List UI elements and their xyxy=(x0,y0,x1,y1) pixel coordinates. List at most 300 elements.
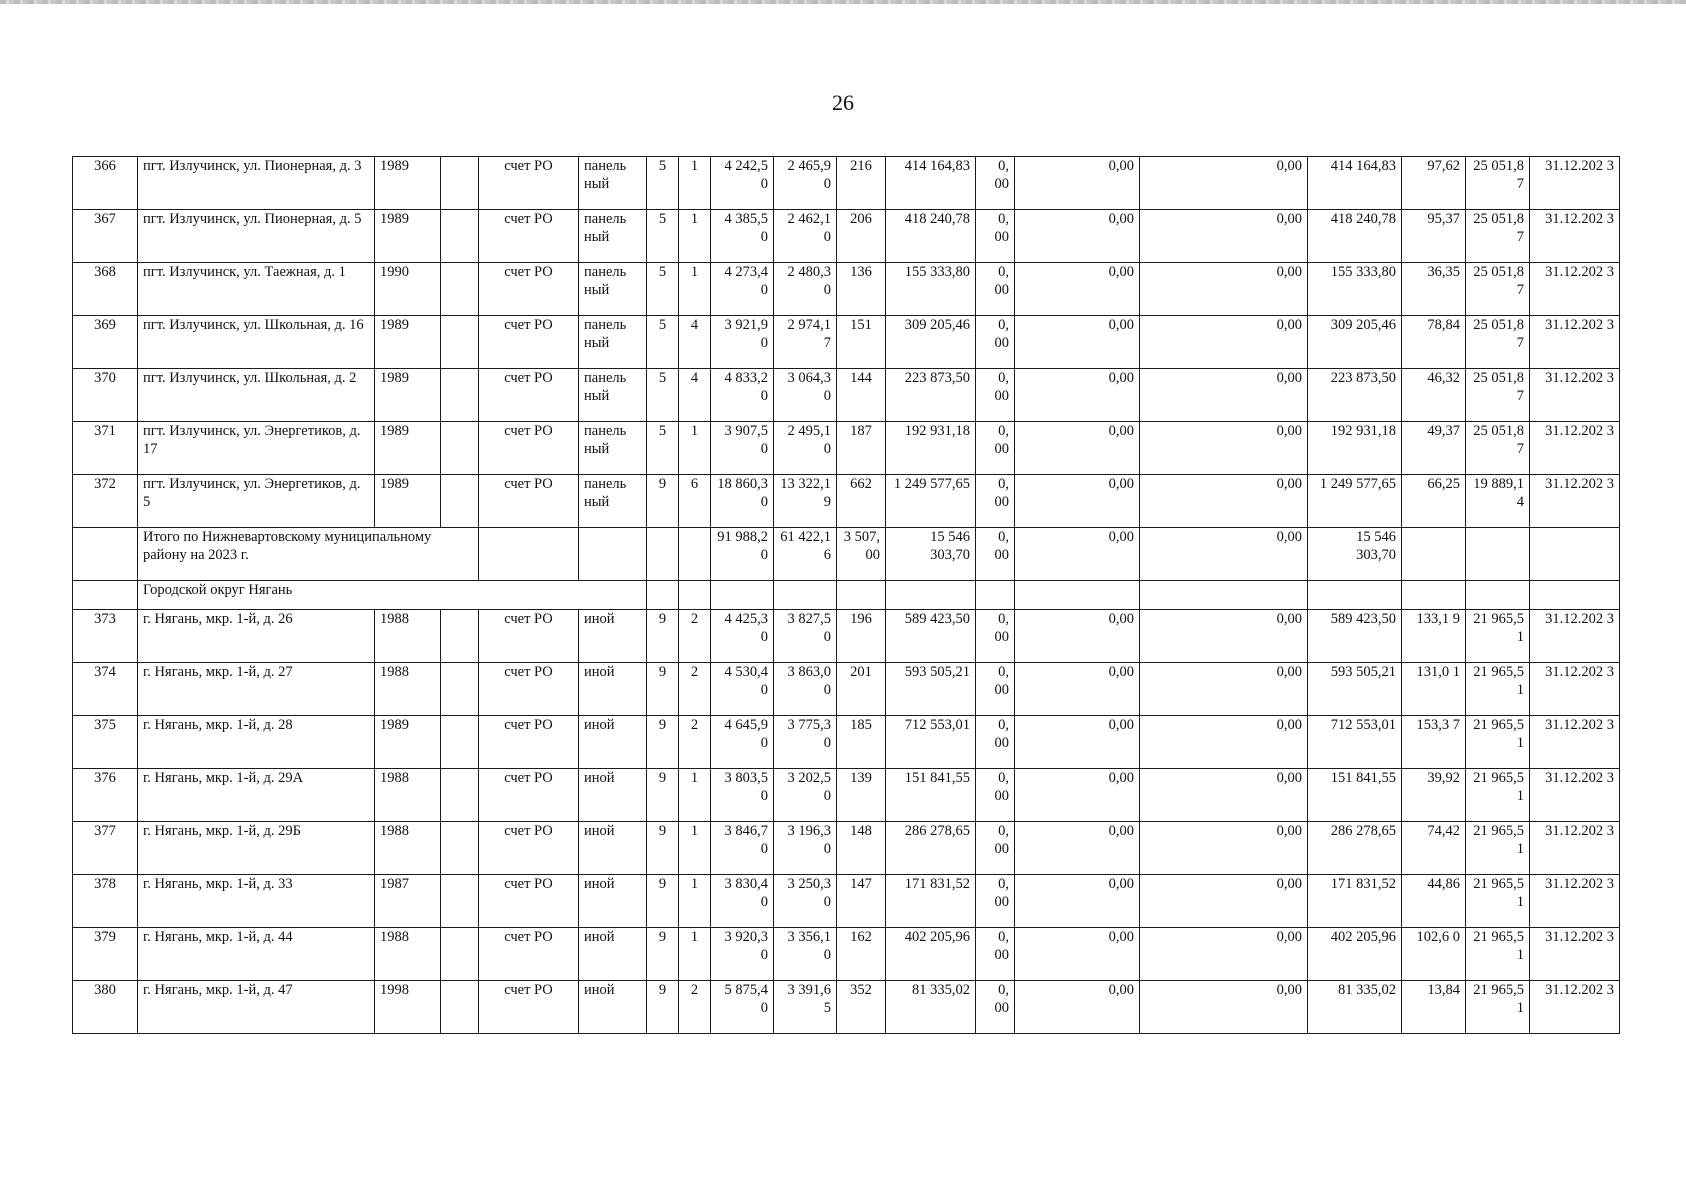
residents-cell: 148 xyxy=(837,822,886,875)
total-residents: 3 507, 00 xyxy=(837,528,886,581)
cost-total-cell: 309 205,46 xyxy=(886,316,976,369)
row-number-cell: 375 xyxy=(73,716,138,769)
empty-cell xyxy=(837,581,886,610)
cost-limit-cell: 21 965,5 1 xyxy=(1466,875,1530,928)
area-total-cell: 5 875,4 0 xyxy=(711,981,774,1034)
cost-total-cell: 171 831,52 xyxy=(886,875,976,928)
row-number-cell: 376 xyxy=(73,769,138,822)
funds-federal-cell: 0, 00 xyxy=(976,928,1015,981)
fund-type-cell: счет РО xyxy=(479,610,579,663)
funds-regional-cell: 0,00 xyxy=(1015,928,1140,981)
area-total-cell: 3 920,3 0 xyxy=(711,928,774,981)
total-label: Итого по Нижневартовскому муниципальному району на 2023 г. xyxy=(138,528,479,581)
page-number: 26 xyxy=(832,90,854,115)
year-cell: 1989 xyxy=(375,422,441,475)
cost-limit-cell: 25 051,8 7 xyxy=(1466,422,1530,475)
empty-cell xyxy=(1530,581,1620,610)
empty-cell xyxy=(647,581,679,610)
area-residential-cell: 2 974,1 7 xyxy=(774,316,837,369)
specific-cost-cell: 97,62 xyxy=(1402,157,1466,210)
table-row xyxy=(73,875,1620,928)
cost-limit-cell: 25 051,8 7 xyxy=(1466,263,1530,316)
fund-type-cell: счет РО xyxy=(479,716,579,769)
cost-total-cell: 192 931,18 xyxy=(886,422,976,475)
cost-limit-cell: 21 965,5 1 xyxy=(1466,928,1530,981)
funds-owners-cell: 223 873,50 xyxy=(1308,369,1402,422)
funds-owners-cell: 155 333,80 xyxy=(1308,263,1402,316)
empty-cell-cell xyxy=(441,769,479,822)
entrances-cell: 1 xyxy=(679,875,711,928)
cost-limit-cell: 21 965,5 1 xyxy=(1466,716,1530,769)
completion-date-cell: 31.12.202 3 xyxy=(1530,475,1620,528)
year-cell: 1989 xyxy=(375,475,441,528)
empty-cell-cell xyxy=(441,928,479,981)
empty-cell xyxy=(774,581,837,610)
fund-type-cell: счет РО xyxy=(479,981,579,1034)
address-cell: г. Нягань, мкр. 1-й, д. 28 xyxy=(138,716,375,769)
wall-material-cell: панель ный xyxy=(579,263,647,316)
residents-cell: 662 xyxy=(837,475,886,528)
cost-limit-cell: 21 965,5 1 xyxy=(1466,822,1530,875)
address-cell: пгт. Излучинск, ул. Пионерная, д. 3 xyxy=(138,157,375,210)
specific-cost-cell: 102,6 0 xyxy=(1402,928,1466,981)
row-number-cell: 368 xyxy=(73,263,138,316)
empty-cell-cell xyxy=(441,316,479,369)
entrances-cell: 2 xyxy=(679,981,711,1034)
completion-date-cell: 31.12.202 3 xyxy=(1530,928,1620,981)
scan-edge xyxy=(0,0,1686,4)
empty-cell xyxy=(886,581,976,610)
area-total-cell: 4 242,5 0 xyxy=(711,157,774,210)
funds-regional-cell: 0,00 xyxy=(1015,210,1140,263)
floors-cell: 5 xyxy=(647,369,679,422)
floors-cell: 9 xyxy=(647,981,679,1034)
entrances-cell: 1 xyxy=(679,928,711,981)
address-cell: г. Нягань, мкр. 1-й, д. 44 xyxy=(138,928,375,981)
entrances-cell: 4 xyxy=(679,369,711,422)
area-residential-cell: 3 775,3 0 xyxy=(774,716,837,769)
residents-cell: 139 xyxy=(837,769,886,822)
empty-cell xyxy=(1308,581,1402,610)
funds-local-cell: 0,00 xyxy=(1140,822,1308,875)
year-cell: 1988 xyxy=(375,928,441,981)
residents-cell: 201 xyxy=(837,663,886,716)
address-cell: пгт. Излучинск, ул. Пионерная, д. 5 xyxy=(138,210,375,263)
registry-table xyxy=(72,156,1620,1034)
area-residential-cell: 3 863,0 0 xyxy=(774,663,837,716)
floors-cell: 5 xyxy=(647,422,679,475)
year-cell: 1998 xyxy=(375,981,441,1034)
cost-total-cell: 589 423,50 xyxy=(886,610,976,663)
row-number-cell: 372 xyxy=(73,475,138,528)
cost-limit-cell: 25 051,8 7 xyxy=(1466,369,1530,422)
entrances-cell: 4 xyxy=(679,316,711,369)
wall-material-cell: панель ный xyxy=(579,422,647,475)
fund-type-cell: счет РО xyxy=(479,663,579,716)
address-cell: г. Нягань, мкр. 1-й, д. 29А xyxy=(138,769,375,822)
year-cell: 1989 xyxy=(375,316,441,369)
empty-cell-cell xyxy=(441,981,479,1034)
total-funds-federal: 0, 00 xyxy=(976,528,1015,581)
completion-date-cell: 31.12.202 3 xyxy=(1530,875,1620,928)
table-row xyxy=(73,316,1620,369)
fund-type-cell: счет РО xyxy=(479,769,579,822)
empty-cell xyxy=(579,528,647,581)
empty-cell xyxy=(1530,528,1620,581)
funds-regional-cell: 0,00 xyxy=(1015,769,1140,822)
funds-federal-cell: 0, 00 xyxy=(976,716,1015,769)
cost-total-cell: 151 841,55 xyxy=(886,769,976,822)
address-cell: пгт. Излучинск, ул. Таежная, д. 1 xyxy=(138,263,375,316)
funds-federal-cell: 0, 00 xyxy=(976,875,1015,928)
table-row xyxy=(73,210,1620,263)
address-cell: пгт. Излучинск, ул. Энергетиков, д. 5 xyxy=(138,475,375,528)
registry-body xyxy=(73,157,1620,1034)
funds-owners-cell: 593 505,21 xyxy=(1308,663,1402,716)
specific-cost-cell: 36,35 xyxy=(1402,263,1466,316)
wall-material-cell: иной xyxy=(579,663,647,716)
area-total-cell: 4 273,4 0 xyxy=(711,263,774,316)
completion-date-cell: 31.12.202 3 xyxy=(1530,263,1620,316)
completion-date-cell: 31.12.202 3 xyxy=(1530,981,1620,1034)
row-number-cell: 369 xyxy=(73,316,138,369)
funds-owners-cell: 286 278,65 xyxy=(1308,822,1402,875)
funds-local-cell: 0,00 xyxy=(1140,210,1308,263)
funds-federal-cell: 0, 00 xyxy=(976,316,1015,369)
wall-material-cell: иной xyxy=(579,875,647,928)
empty-cell xyxy=(1466,528,1530,581)
residents-cell: 206 xyxy=(837,210,886,263)
funds-local-cell: 0,00 xyxy=(1140,157,1308,210)
cost-total-cell: 712 553,01 xyxy=(886,716,976,769)
table-row xyxy=(73,263,1620,316)
area-total-cell: 3 921,9 0 xyxy=(711,316,774,369)
residents-cell: 151 xyxy=(837,316,886,369)
completion-date-cell: 31.12.202 3 xyxy=(1530,610,1620,663)
empty-cell-cell xyxy=(441,822,479,875)
year-cell: 1988 xyxy=(375,663,441,716)
wall-material-cell: иной xyxy=(579,769,647,822)
specific-cost-cell: 153,3 7 xyxy=(1402,716,1466,769)
address-cell: пгт. Излучинск, ул. Школьная, д. 16 xyxy=(138,316,375,369)
area-total-cell: 3 803,5 0 xyxy=(711,769,774,822)
area-total-cell: 4 385,5 0 xyxy=(711,210,774,263)
area-total-cell: 4 645,9 0 xyxy=(711,716,774,769)
funds-federal-cell: 0, 00 xyxy=(976,369,1015,422)
specific-cost-cell: 74,42 xyxy=(1402,822,1466,875)
funds-local-cell: 0,00 xyxy=(1140,981,1308,1034)
entrances-cell: 6 xyxy=(679,475,711,528)
entrances-cell: 1 xyxy=(679,157,711,210)
area-total-cell: 18 860,3 0 xyxy=(711,475,774,528)
funds-regional-cell: 0,00 xyxy=(1015,316,1140,369)
funds-owners-cell: 1 249 577,65 xyxy=(1308,475,1402,528)
address-cell: пгт. Излучинск, ул. Школьная, д. 2 xyxy=(138,369,375,422)
specific-cost-cell: 44,86 xyxy=(1402,875,1466,928)
fund-type-cell: счет РО xyxy=(479,475,579,528)
address-cell: г. Нягань, мкр. 1-й, д. 27 xyxy=(138,663,375,716)
address-cell: пгт. Излучинск, ул. Энергетиков, д. 17 xyxy=(138,422,375,475)
area-residential-cell: 2 465,9 0 xyxy=(774,157,837,210)
floors-cell: 5 xyxy=(647,316,679,369)
fund-type-cell: счет РО xyxy=(479,928,579,981)
area-total-cell: 3 830,4 0 xyxy=(711,875,774,928)
funds-owners-cell: 414 164,83 xyxy=(1308,157,1402,210)
funds-local-cell: 0,00 xyxy=(1140,716,1308,769)
empty-cell xyxy=(1466,581,1530,610)
area-residential-cell: 3 356,1 0 xyxy=(774,928,837,981)
cost-total-cell: 414 164,83 xyxy=(886,157,976,210)
row-number-cell: 367 xyxy=(73,210,138,263)
area-residential-cell: 3 391,6 5 xyxy=(774,981,837,1034)
entrances-cell: 2 xyxy=(679,716,711,769)
area-residential-cell: 2 480,3 0 xyxy=(774,263,837,316)
total-funds-regional: 0,00 xyxy=(1015,528,1140,581)
year-cell: 1987 xyxy=(375,875,441,928)
area-residential-cell: 3 196,3 0 xyxy=(774,822,837,875)
area-residential-cell: 13 322,1 9 xyxy=(774,475,837,528)
funds-federal-cell: 0, 00 xyxy=(976,610,1015,663)
floors-cell: 9 xyxy=(647,716,679,769)
specific-cost-cell: 131,0 1 xyxy=(1402,663,1466,716)
cost-limit-cell: 21 965,5 1 xyxy=(1466,610,1530,663)
address-cell: г. Нягань, мкр. 1-й, д. 29Б xyxy=(138,822,375,875)
funds-local-cell: 0,00 xyxy=(1140,663,1308,716)
entrances-cell: 1 xyxy=(679,210,711,263)
funds-owners-cell: 171 831,52 xyxy=(1308,875,1402,928)
address-cell: г. Нягань, мкр. 1-й, д. 33 xyxy=(138,875,375,928)
year-cell: 1989 xyxy=(375,716,441,769)
empty-cell-cell xyxy=(441,422,479,475)
row-number-cell: 378 xyxy=(73,875,138,928)
funds-owners-cell: 402 205,96 xyxy=(1308,928,1402,981)
table-row xyxy=(73,769,1620,822)
residents-cell: 196 xyxy=(837,610,886,663)
cost-limit-cell: 19 889,1 4 xyxy=(1466,475,1530,528)
table-row xyxy=(73,422,1620,475)
funds-local-cell: 0,00 xyxy=(1140,316,1308,369)
year-cell: 1989 xyxy=(375,210,441,263)
table-row xyxy=(73,157,1620,210)
entrances-cell: 2 xyxy=(679,663,711,716)
area-total-cell: 3 846,7 0 xyxy=(711,822,774,875)
funds-local-cell: 0,00 xyxy=(1140,263,1308,316)
empty-cell-cell xyxy=(441,875,479,928)
funds-owners-cell: 192 931,18 xyxy=(1308,422,1402,475)
fund-type-cell: счет РО xyxy=(479,316,579,369)
total-funds-owners: 15 546 303,70 xyxy=(1308,528,1402,581)
total-area-residential: 61 422,1 6 xyxy=(774,528,837,581)
empty-cell xyxy=(1402,581,1466,610)
row-number-cell: 373 xyxy=(73,610,138,663)
funds-local-cell: 0,00 xyxy=(1140,369,1308,422)
empty-cell xyxy=(1015,581,1140,610)
entrances-cell: 1 xyxy=(679,422,711,475)
funds-local-cell: 0,00 xyxy=(1140,422,1308,475)
cost-limit-cell: 25 051,8 7 xyxy=(1466,210,1530,263)
entrances-cell: 1 xyxy=(679,263,711,316)
wall-material-cell: иной xyxy=(579,981,647,1034)
cost-total-cell: 81 335,02 xyxy=(886,981,976,1034)
specific-cost-cell: 13,84 xyxy=(1402,981,1466,1034)
fund-type-cell: счет РО xyxy=(479,822,579,875)
empty-cell xyxy=(1402,528,1466,581)
completion-date-cell: 31.12.202 3 xyxy=(1530,210,1620,263)
table-row xyxy=(73,475,1620,528)
cost-limit-cell: 21 965,5 1 xyxy=(1466,769,1530,822)
empty-cell xyxy=(976,581,1015,610)
floors-cell: 9 xyxy=(647,769,679,822)
area-residential-cell: 3 827,5 0 xyxy=(774,610,837,663)
fund-type-cell: счет РО xyxy=(479,875,579,928)
year-cell: 1990 xyxy=(375,263,441,316)
funds-regional-cell: 0,00 xyxy=(1015,822,1140,875)
residents-cell: 352 xyxy=(837,981,886,1034)
empty-cell-cell xyxy=(441,716,479,769)
funds-local-cell: 0,00 xyxy=(1140,769,1308,822)
specific-cost-cell: 49,37 xyxy=(1402,422,1466,475)
area-residential-cell: 3 064,3 0 xyxy=(774,369,837,422)
cost-total-cell: 223 873,50 xyxy=(886,369,976,422)
section-header-row xyxy=(73,581,1620,610)
residents-cell: 136 xyxy=(837,263,886,316)
year-cell: 1988 xyxy=(375,610,441,663)
section-title: Городской округ Нягань xyxy=(138,581,647,610)
floors-cell: 9 xyxy=(647,610,679,663)
empty-cell xyxy=(647,528,679,581)
entrances-cell: 2 xyxy=(679,610,711,663)
completion-date-cell: 31.12.202 3 xyxy=(1530,157,1620,210)
empty-cell xyxy=(73,528,138,581)
table-row xyxy=(73,716,1620,769)
floors-cell: 9 xyxy=(647,663,679,716)
residents-cell: 147 xyxy=(837,875,886,928)
address-cell: г. Нягань, мкр. 1-й, д. 47 xyxy=(138,981,375,1034)
table-row xyxy=(73,369,1620,422)
area-total-cell: 4 425,3 0 xyxy=(711,610,774,663)
wall-material-cell: панель ный xyxy=(579,316,647,369)
table-row xyxy=(73,822,1620,875)
residents-cell: 144 xyxy=(837,369,886,422)
address-cell: г. Нягань, мкр. 1-й, д. 26 xyxy=(138,610,375,663)
funds-regional-cell: 0,00 xyxy=(1015,422,1140,475)
area-total-cell: 4 833,2 0 xyxy=(711,369,774,422)
year-cell: 1989 xyxy=(375,369,441,422)
empty-cell xyxy=(1140,581,1308,610)
completion-date-cell: 31.12.202 3 xyxy=(1530,422,1620,475)
funds-owners-cell: 418 240,78 xyxy=(1308,210,1402,263)
specific-cost-cell: 78,84 xyxy=(1402,316,1466,369)
table-row xyxy=(73,928,1620,981)
funds-owners-cell: 151 841,55 xyxy=(1308,769,1402,822)
area-residential-cell: 3 202,5 0 xyxy=(774,769,837,822)
specific-cost-cell: 95,37 xyxy=(1402,210,1466,263)
wall-material-cell: панель ный xyxy=(579,210,647,263)
table-row xyxy=(73,610,1620,663)
residents-cell: 216 xyxy=(837,157,886,210)
fund-type-cell: счет РО xyxy=(479,210,579,263)
empty-cell-cell xyxy=(441,157,479,210)
total-row xyxy=(73,528,1620,581)
completion-date-cell: 31.12.202 3 xyxy=(1530,769,1620,822)
funds-local-cell: 0,00 xyxy=(1140,928,1308,981)
funds-federal-cell: 0, 00 xyxy=(976,475,1015,528)
residents-cell: 187 xyxy=(837,422,886,475)
residents-cell: 185 xyxy=(837,716,886,769)
specific-cost-cell: 66,25 xyxy=(1402,475,1466,528)
fund-type-cell: счет РО xyxy=(479,263,579,316)
area-residential-cell: 2 495,1 0 xyxy=(774,422,837,475)
completion-date-cell: 31.12.202 3 xyxy=(1530,822,1620,875)
cost-limit-cell: 21 965,5 1 xyxy=(1466,663,1530,716)
area-residential-cell: 3 250,3 0 xyxy=(774,875,837,928)
empty-cell xyxy=(679,528,711,581)
wall-material-cell: панель ный xyxy=(579,369,647,422)
floors-cell: 9 xyxy=(647,822,679,875)
entrances-cell: 1 xyxy=(679,769,711,822)
empty-cell xyxy=(73,581,138,610)
cost-total-cell: 1 249 577,65 xyxy=(886,475,976,528)
funds-federal-cell: 0, 00 xyxy=(976,663,1015,716)
total-cost: 15 546 303,70 xyxy=(886,528,976,581)
year-cell: 1988 xyxy=(375,769,441,822)
total-funds-local: 0,00 xyxy=(1140,528,1308,581)
empty-cell-cell xyxy=(441,210,479,263)
empty-cell xyxy=(679,581,711,610)
floors-cell: 9 xyxy=(647,475,679,528)
funds-regional-cell: 0,00 xyxy=(1015,157,1140,210)
entrances-cell: 1 xyxy=(679,822,711,875)
year-cell: 1988 xyxy=(375,822,441,875)
funds-owners-cell: 712 553,01 xyxy=(1308,716,1402,769)
funds-regional-cell: 0,00 xyxy=(1015,369,1140,422)
row-number-cell: 371 xyxy=(73,422,138,475)
floors-cell: 9 xyxy=(647,875,679,928)
funds-regional-cell: 0,00 xyxy=(1015,663,1140,716)
wall-material-cell: панель ный xyxy=(579,157,647,210)
cost-total-cell: 286 278,65 xyxy=(886,822,976,875)
funds-federal-cell: 0, 00 xyxy=(976,822,1015,875)
funds-owners-cell: 309 205,46 xyxy=(1308,316,1402,369)
funds-regional-cell: 0,00 xyxy=(1015,981,1140,1034)
specific-cost-cell: 39,92 xyxy=(1402,769,1466,822)
table-row xyxy=(73,981,1620,1034)
empty-cell-cell xyxy=(441,663,479,716)
funds-regional-cell: 0,00 xyxy=(1015,875,1140,928)
area-total-cell: 4 530,4 0 xyxy=(711,663,774,716)
total-area-total: 91 988,2 0 xyxy=(711,528,774,581)
funds-local-cell: 0,00 xyxy=(1140,610,1308,663)
funds-local-cell: 0,00 xyxy=(1140,475,1308,528)
row-number-cell: 379 xyxy=(73,928,138,981)
funds-federal-cell: 0, 00 xyxy=(976,422,1015,475)
specific-cost-cell: 46,32 xyxy=(1402,369,1466,422)
area-total-cell: 3 907,5 0 xyxy=(711,422,774,475)
year-cell: 1989 xyxy=(375,157,441,210)
cost-total-cell: 402 205,96 xyxy=(886,928,976,981)
wall-material-cell: иной xyxy=(579,928,647,981)
row-number-cell: 377 xyxy=(73,822,138,875)
funds-federal-cell: 0, 00 xyxy=(976,769,1015,822)
fund-type-cell: счет РО xyxy=(479,422,579,475)
empty-cell xyxy=(479,528,579,581)
row-number-cell: 370 xyxy=(73,369,138,422)
completion-date-cell: 31.12.202 3 xyxy=(1530,316,1620,369)
empty-cell-cell xyxy=(441,263,479,316)
floors-cell: 5 xyxy=(647,157,679,210)
wall-material-cell: иной xyxy=(579,716,647,769)
funds-federal-cell: 0, 00 xyxy=(976,263,1015,316)
